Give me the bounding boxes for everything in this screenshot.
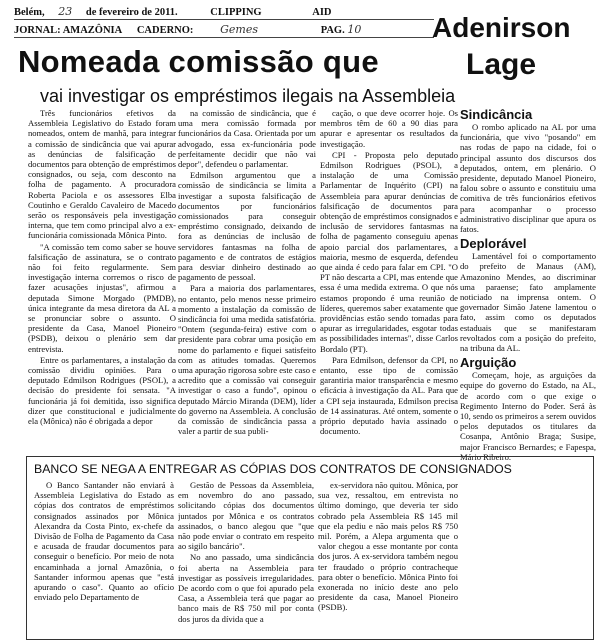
paragraph: Edmilson argumentou que a comissão de sindicância se limita a investigar a suposta falsificação de documentos por funcionários comissionados para conseguir empréstimo consignado, deixando de fora as denúncias de inclusão de servidores fantasmas na folha de pagamento e de contratos de estágios para desviar dinheiro destinado ao pagamento de pessoal. — [178, 170, 316, 283]
paragraph: Para Edmilson, defensor da CPI, no entanto, esse tipo de comissão garantiria maior transparência e mesmo eficácia à investigação da AL. Para que a CPI seja instaurada, Edmilson precisa de 14 assinaturas. Até ontem, somente o próprio deputado havia assinado o documento. — [320, 354, 458, 437]
sidebar-heading-deploravel: Deplorável — [460, 236, 527, 252]
paragraph: Começam, hoje, as arguições da equipe do governo do Estado, na AL, de acordo com o que exige o Regimento Interno do Poder. Será às 10, sendo os primeiros a serem ouvidos pelos deputados os titulares da Cosanpa, Antônio Braga; Susipe, major Francisco Bernardes; e Fapespa, Mário Ribeiro. — [460, 370, 596, 462]
header-pag-label: PAG. — [320, 25, 345, 36]
sidebar-text-arguicao — [460, 370, 596, 462]
header-caderno-value: Gemes — [220, 23, 258, 36]
paragraph: CPI - Proposta pelo deputado Edmilson Rodrigues (PSOL), a instalação de uma Comissão Parlamentar de Inquérito (CPI) na Assembleia para apurar denúncias de falsificação de documentos para obtenção de empréstimos consignados e inclusão de servidores fantasmas na folha de pagamento conseguiu apenas apoio parcial dos parlamentares, a maioria, mesmo de esquerda, defendeu que ainda é cedo para falar em CPI. "O PT não descarta a CPI, mas entende que essa é uma medida extrema. O que nós estamos propondo é uma reunião de líderes, queremos saber exatamente que providências estão sendo tomadas para apurar as irregularidades, esgotar todas as possibilidades internas", disse Carlos Bordalo (PT). — [320, 149, 458, 354]
header-city-date: Belém, — [14, 7, 45, 18]
paragraph: Para a maioria dos parlamentares, no entanto, pelo menos nesse primeiro momento a instalação da comissão de sindicância foi uma medida satisfatória. "Ontem (segunda-feira) estive com o presidente para cobrar uma posição em nome do parlamento e fiquei satisfeito com as atitudes tomadas. Queremos uma apuração rigorosa sobre este caso e acredito que a comissão vai conseguir investigar o caso a fundo", opinou o deputado Márcio Miranda (DEM), líder do governo na Assembleia. A conclusão da comissão de sindicância passa a valer a partir de sua publi- — [178, 283, 316, 437]
sidebar-column — [460, 108, 596, 462]
paragraph: ex-servidora não quitou. Mônica, por sua vez, ressaltou, em entrevista no último domingo, que deveria ter sido cobrado pela Assembleia R$ 145 mil que ela pediu e não mais pelos R$ 750 mil. Porém, a Alepa argumenta que o valor chegou a esse montante por conta dos juros. A ex-servidora também negou ter fraudado o próprio contracheque para obter o benefício. Mônica Pinto foi exonerada no início deste ano pelo presidente da casa, Manoel Pioneiro (PSDB). — [318, 480, 458, 613]
header-aid: AID — [312, 7, 332, 18]
bottom-column-1 — [34, 480, 174, 632]
paragraph: Três funcionários efetivos da Assembleia Legislativo do Estado foram nomeados, ontem de manhã, para integrar a comissão de sindicância que vai apurar as denúncias de falsificação de documentos para obtenção de empréstimos consignados, ou seja, com desconto na folha de pagamento. A procuradora Roberta Paciola e os assessores Elba Coutinho e Geraldo Cavaleiro de Macedo serão os responsáveis pela investigação interna, que tem como principal alvo a ex-funcionária comissionada Mônica Pinto. — [28, 108, 176, 241]
article-subtitle: vai investigar os empréstimos ilegais na Assembleia — [40, 86, 456, 106]
article-column-2 — [178, 108, 316, 456]
article-column-1 — [28, 108, 176, 456]
sidebar-text-sindicancia — [460, 122, 596, 234]
header-date-line — [14, 5, 332, 18]
column-title-line2: Lage — [466, 48, 537, 81]
sidebar-heading-arguicao: Arguição — [460, 355, 517, 371]
column-title-line1: Adenirson — [432, 12, 571, 43]
header-jornal-line — [14, 23, 361, 36]
paragraph: Lamentável foi o comportamento do prefeito de Manaus (AM), Amazonino Mendes, ao discriminar uma paraense; fato amplamente noticiado na imprensa ontem. O governador Simão Jatene lamentou o fato, assim como os deputados estaduais que se manifestaram revoltados com a posição do prefeito, na tribuna da AL. — [460, 251, 596, 354]
header-clipping: CLIPPING — [210, 7, 262, 18]
paragraph: O rombo aplicado na AL por uma funcionária, que vivo "posando" em nas rodas de papo na cidade, foi o principal assunto dos discursos dos deputados, ontem, em plenário. O presidente, deputado Manoel Pioneiro, falou sobre o assunto e constituiu uma comitiva de três funcionários efetivos para acompanhar o processo administrativo disciplinar que apura os fatos. — [460, 122, 596, 235]
paragraph: na comissão de sindicância, que é uma mera comissão formada por funcionários da Casa. Orientada por um advogado, essa ex-funcionária pode perfeitamente decidir que não vai depor", defendeu o parlamentar. — [178, 108, 316, 170]
paragraph: Entre os parlamentares, a instalação da comissão dividiu opiniões. Para o deputado Edmilson Rodrigues (PSOL), a decisão do presidente foi sensata. "A funcionária já foi demitida, isso significa dizer que constitucional e judicialmente ela (Mônica) não é obrigada a depor — [28, 354, 176, 427]
paragraph: "A comissão tem como saber se houve falsificação de assinatura, se o contrato não foi feito regularmente. Sem investigação interna corremos o risco de fazer acusações injustas", afirmou a deputada Simone Morgado (PMDB), única integrante da mesa diretora da AL a se pronunciar sobre o assunto. O presidente da Casa, Manoel Pioneiro (PSDB), deixou o plenário sem dar entrevista. — [28, 241, 176, 354]
paragraph: Gestão de Pessoas da Assembleia, em novembro do ano passado, solicitando cópias dos documentos juntados por Mônica e os contratos assinados, o banco alegou que "que não pode enviar o contrato em respeito ao sigilo bancário". — [178, 480, 314, 552]
header-month-year: de fevereiro de 2011. — [85, 7, 178, 18]
header-caderno-label: CADERNO: — [136, 25, 194, 36]
paragraph: No ano passado, uma sindicância foi aberta na Assembleia para investigar as possíveis irregularidades. De acordo com o que foi apurado pela Casa, a Assembleia terá que pagar ao banco mais de R$ 750 mil por conta dos juros da dívida que a — [178, 552, 314, 624]
bottom-column-3 — [318, 480, 458, 632]
header-rule-2 — [14, 37, 434, 38]
header-rule-1 — [14, 19, 434, 20]
paragraph: O Banco Santander não enviará à Assembleia Legislativa do Estado as cópias dos contratos de empréstimos consignados assinados por Mônica Alexandra da Costa Pinto, ex-chefe da Divisão de Folha de Pagamento da Casa e acusada de fraudar documentos para conseguir o benefício. Por meio de nota encaminhada a jornal Amazônia, o Santander informou apenas que "está apurando o caso". Quanto ao ofício enviado pelo Departamento de — [34, 480, 174, 603]
header-day: 23 — [58, 5, 73, 18]
paragraph: cação, o que deve ocorrer hoje. Os membros têm de 60 a 90 dias para apurar e apresentar os resultados da investigação. — [320, 108, 458, 149]
sidebar-heading-sindicancia: Sindicância — [460, 107, 533, 122]
clipping-header — [14, 3, 434, 41]
bottom-article-headline: BANCO SE NEGA A ENTREGAR AS CÓPIAS DOS CONTRATOS DE CONSIGNADOS — [34, 462, 512, 476]
article-column-3 — [320, 108, 458, 456]
sidebar-text-deploravel — [460, 251, 596, 353]
header-jornal: JORNAL: AMAZÔNIA — [14, 25, 123, 36]
header-pag-value: 10 — [347, 23, 362, 36]
bottom-column-2 — [178, 480, 314, 632]
article-headline: Nomeada comissão que — [18, 44, 379, 79]
